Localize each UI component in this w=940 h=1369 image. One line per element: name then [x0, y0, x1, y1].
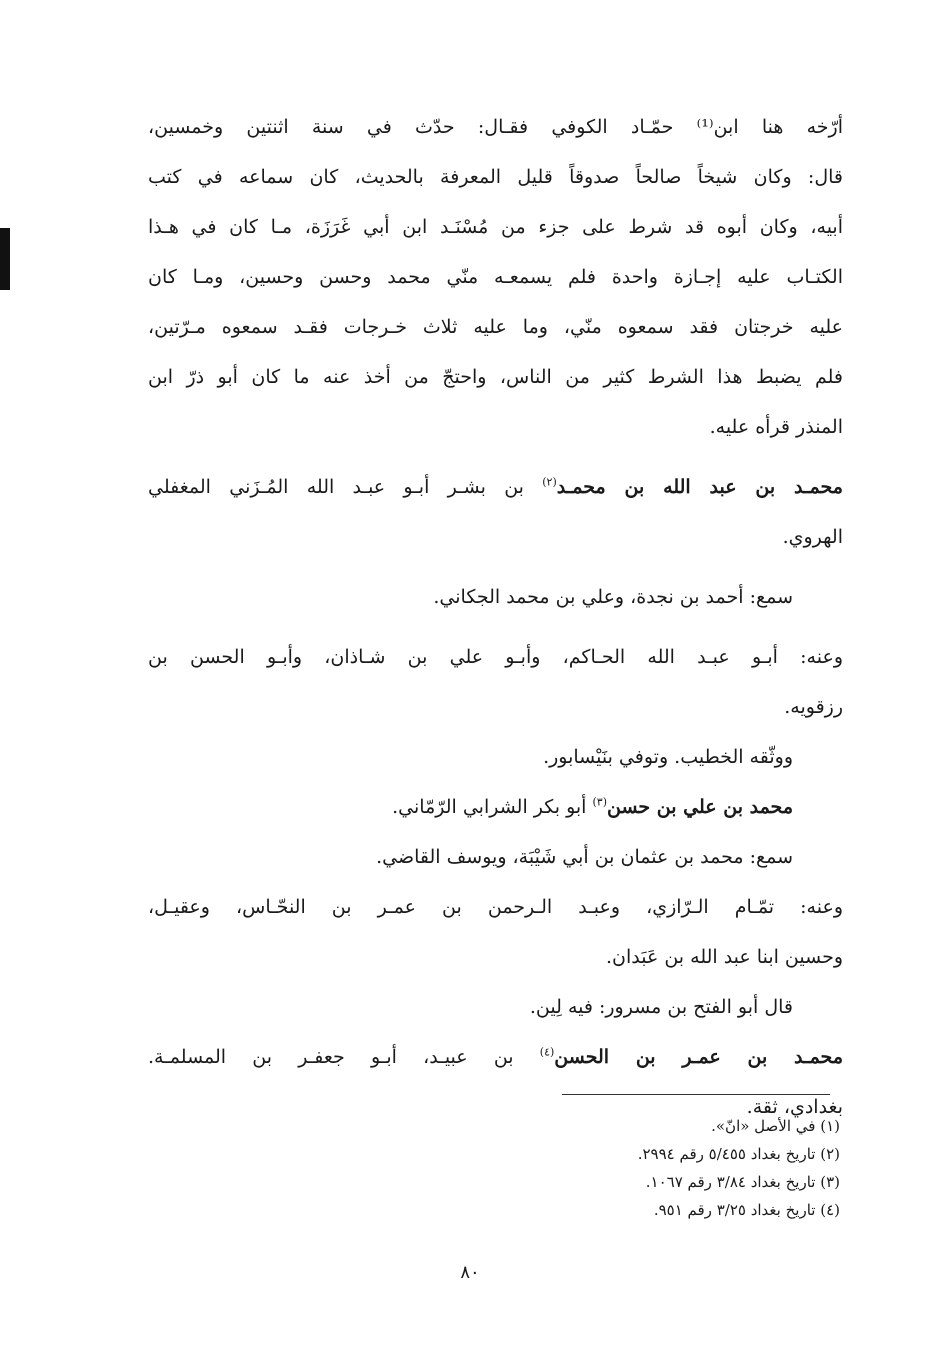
text-line: الهروي. — [782, 526, 843, 548]
footnote-ref: (٢) — [542, 475, 557, 489]
text-line: الكتـاب عليه إجـازة واحدة فلم يسمعـه منّي محمد وحسن وحسين، ومـا كان — [148, 266, 843, 288]
entry-lineage: بن بشـر أبـو عبـد الله المُـزَني المغفلي — [148, 476, 543, 498]
text-line: رزقويه. — [784, 696, 843, 718]
entry-lineage: بن عبيـد، أبـو جعفـر بن المسلمـة. — [148, 1046, 540, 1068]
text-line: فلم يضبط هذا الشرط كثير من الناس، واحتجّ من أخذ عنه ما كان أبو ذرّ ابن — [148, 366, 843, 388]
entry-name: محمد بن علي بن حسن — [607, 796, 793, 818]
text-line: أبيه، وكان أبوه قد شرط على جزء من مُسْنَـد ابن أبي غَرَزَة، مـا كان في هـذا — [148, 216, 843, 238]
entry-lineage: أبو بكر الشرابي الرّمّاني. — [392, 796, 593, 818]
entry-title-line — [148, 1032, 843, 1082]
text-line: وعنه: أبـو عبـد الله الحـاكم، وأبـو علي بن شـاذان، وأبـو الحسن بن — [148, 646, 843, 668]
footnote: (٤) تاريخ بغداد ٣/٢٥ رقم ٩٥١. — [653, 1201, 840, 1219]
paragraph-intro — [148, 102, 843, 452]
narrators-from-paragraph — [148, 882, 843, 982]
scan-edge-mark — [0, 228, 10, 290]
heard-from-line: سمع: محمد بن عثمان بن أبي شَيْبَة، ويوسف القاضي. — [376, 846, 793, 868]
text-line: المنذر قرأه عليه. — [709, 416, 843, 438]
footnote: (٣) تاريخ بغداد ٣/٨٤ رقم ١٠٦٧. — [645, 1173, 840, 1191]
note-line: قال أبو الفتح بن مسرور: فيه لِين. — [529, 996, 793, 1018]
footnote: (١) في الأصل «انّ». — [711, 1117, 840, 1135]
text-line: عليه خرجتان فقد سمعوه منّي، وما عليه ثلاث خـرجات فقـد سمعوه مـرّتين، — [148, 316, 843, 338]
entry-title-line — [148, 782, 843, 832]
entry-name: محمـد بن عمـر بن الحسن — [554, 1046, 843, 1068]
footnote-ref: (٤) — [539, 1045, 555, 1059]
entry-title-line — [148, 462, 843, 512]
entry-name: محمـد بن عبد الله بن محمـد — [556, 476, 843, 498]
note-line: ووثّقه الخطيب. وتوفي بنَيْسابور. — [543, 746, 793, 768]
footnote-ref: (٣) — [592, 795, 608, 809]
footnote-divider — [562, 1094, 830, 1095]
page-number: ٨٠ — [460, 1262, 480, 1283]
footnote: (٢) تاريخ بغداد ٥/٤٥٥ رقم ٢٩٩٤. — [637, 1145, 840, 1163]
entry-heading — [148, 462, 843, 562]
narrators-from-paragraph — [148, 632, 843, 732]
text-line: وعنه: تمّـام الـرّازي، وعبـد الـرحمن بن عمـر بن النحّـاس، وعقيـل، — [148, 896, 843, 918]
text-line: أرّخه هنا ابن⁽¹⁾ حمّـاد الكوفي فقـال: حدّث في سنة اثنتين وخمسين، — [148, 116, 843, 138]
text-line: قال: وكان شيخاً صالحاً صدوقاً قليل المعرفة بالحديث، كان سماعه في كتب — [148, 166, 843, 188]
text-line: وحسين ابنا عبد الله بن عَبَدان. — [605, 946, 843, 968]
page-body — [148, 102, 843, 1132]
heard-from-line: سمع: أحمد بن نجدة، وعلي بن محمد الجكاني. — [433, 586, 793, 608]
text-line: بغدادي، ثقة. — [746, 1096, 843, 1118]
footnotes — [400, 1112, 840, 1224]
